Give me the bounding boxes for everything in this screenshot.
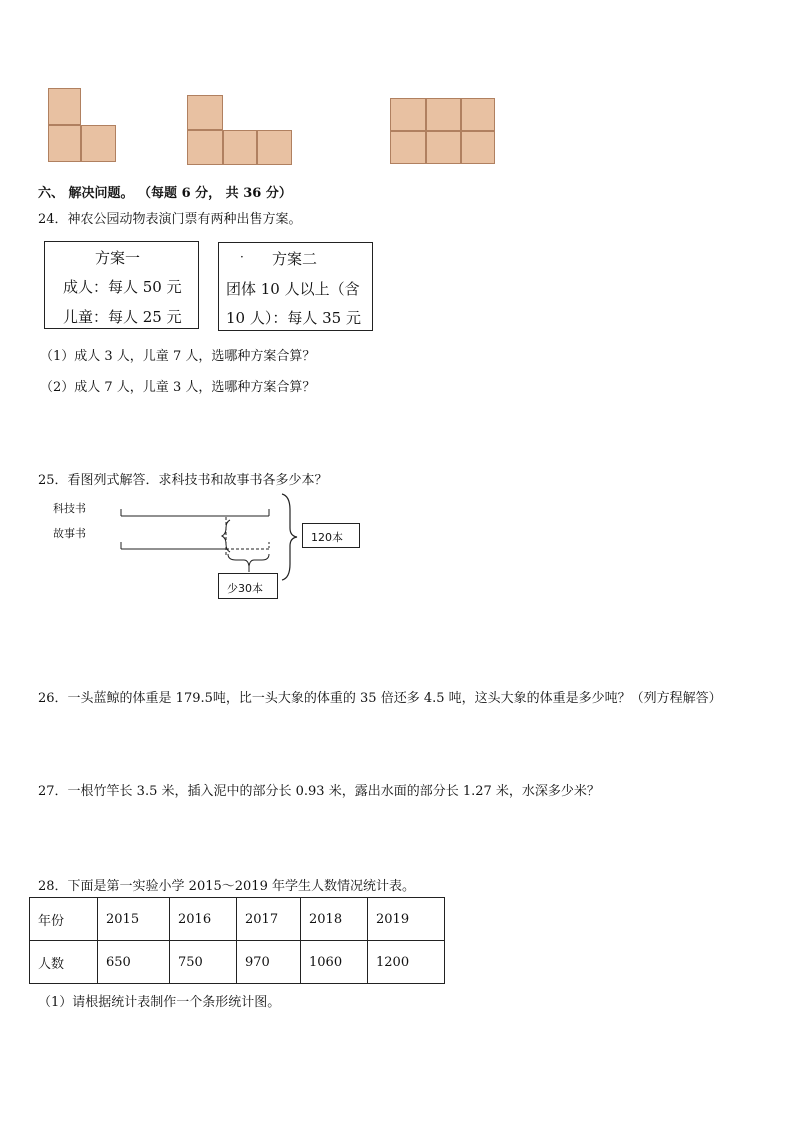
plan-2-title: 方案二: [272, 250, 318, 268]
square: [426, 131, 461, 164]
table-cell: 年份: [30, 898, 98, 941]
square: [223, 130, 257, 165]
science-book-bar: [121, 509, 269, 516]
difference-brace: [228, 554, 269, 566]
table-cell: 750: [170, 941, 237, 984]
dashed-brace: [222, 520, 230, 552]
square: [461, 98, 495, 131]
question-25: 25．看图列式解答．求科技书和故事书各多少本？: [38, 473, 328, 488]
question-27: 27．一根竹竿长 3.5 米，插入泥中的部分长 0.93 米，露出水面的部分长 1.27 米，水深多少米？: [38, 784, 600, 799]
total-label: 120本: [311, 531, 343, 544]
question-28-sub-1: （1）请根据统计表制作一个条形统计图。: [38, 995, 281, 1010]
table-row: [30, 898, 445, 941]
square: [187, 95, 223, 130]
table-row: [30, 941, 445, 984]
table-cell: 2018: [301, 898, 368, 941]
plan-1-title: 方案一: [95, 249, 141, 267]
question-26: 26．一头蓝鲸的体重是 179.5吨，比一头大象的体重的 35 倍还多 4.5 吨，这头大象的体重是多少吨？（列方程解答）: [38, 691, 722, 706]
plan-2-dot: ·: [240, 250, 244, 264]
table-cell: 2015: [98, 898, 170, 941]
question-24-sub-2: （2）成人 7 人，儿童 3 人，选哪种方案合算？: [40, 380, 316, 395]
table-cell: 970: [237, 941, 301, 984]
plan-1-child: 儿童：每人 25 元: [63, 308, 182, 326]
student-stats-table: [29, 897, 445, 984]
square: [48, 125, 81, 162]
total-brace: [282, 494, 297, 580]
table-cell: 2016: [170, 898, 237, 941]
section-title: 六、 解决问题。 （每题 6 分， 共 36 分）: [38, 186, 292, 201]
square: [426, 98, 461, 131]
square: [48, 88, 81, 125]
table-cell: 650: [98, 941, 170, 984]
table-cell: 1200: [368, 941, 445, 984]
table-cell: 1060: [301, 941, 368, 984]
story-book-label: 故事书: [53, 527, 86, 540]
science-book-label: 科技书: [53, 502, 86, 515]
plan-2-line-1: 团体 10 人以上（含: [226, 280, 360, 298]
table-cell: 人数: [30, 941, 98, 984]
square: [257, 130, 292, 165]
square: [461, 131, 495, 164]
square: [390, 98, 426, 131]
table-cell: 2017: [237, 898, 301, 941]
question-24-sub-1: （1）成人 3 人，儿童 7 人，选哪种方案合算？: [40, 349, 316, 364]
table-cell: 2019: [368, 898, 445, 941]
difference-label: 少30本: [227, 582, 263, 595]
plan-1-adult: 成人：每人 50 元: [63, 278, 182, 296]
question-24: 24．神农公园动物表演门票有两种出售方案。: [38, 212, 302, 227]
square: [187, 130, 223, 165]
plan-2-line-2: 10 人）：每人 35 元: [226, 309, 361, 327]
square: [81, 125, 116, 162]
story-book-bar: [121, 517, 269, 556]
square: [390, 131, 426, 164]
question-28: 28．下面是第一实验小学 2015～2019 年学生人数情况统计表。: [38, 879, 415, 894]
